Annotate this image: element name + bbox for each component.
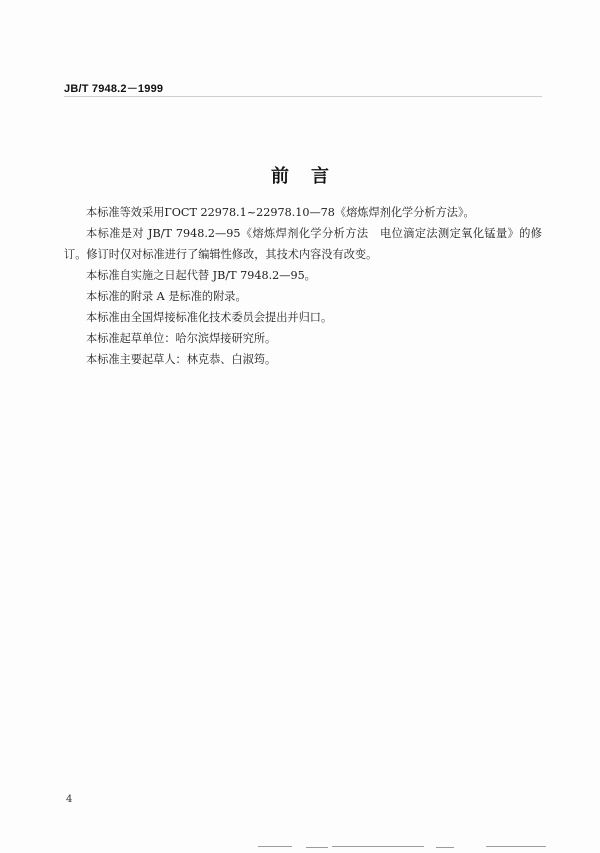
header-rule xyxy=(64,96,542,97)
scan-artifact-line xyxy=(486,846,546,847)
scan-artifact-line xyxy=(258,846,292,847)
paragraph-drafting-unit: 本标准起草单位：哈尔滨焊接研究所。 xyxy=(86,332,277,345)
paragraph-proposer: 本标准由全国焊接标准化技术委员会提出并归口。 xyxy=(86,311,333,324)
page-number: 4 xyxy=(66,794,73,805)
standard-code: JB/T 7948.2－1999 xyxy=(64,83,164,95)
paragraph-drafters: 本标准主要起草人：林克恭、白淑筠。 xyxy=(86,353,277,366)
paragraph-replacement: 本标准自实施之日起代替 JB/T 7948.2—95。 xyxy=(86,269,316,282)
paragraph-adoption: 本标准等效采用ГOCT 22978.1~22978.10—78《熔炼焊剂化学分析方法》。 xyxy=(86,206,475,219)
page-title: 前言 xyxy=(271,166,351,187)
scan-artifact-line xyxy=(332,846,424,847)
foreword-body xyxy=(64,202,542,370)
paragraph-revision: 本标准是对 JB/T 7948.2—95《熔炼焊剂化学分析方法 电位滴定法测定氧化锰量》的修订。修订时仅对标准进行了编辑性修改，其技术内容没有改变。 xyxy=(64,227,542,261)
scan-artifact-line xyxy=(306,847,328,848)
scan-artifact-line xyxy=(436,847,454,848)
paragraph-appendix: 本标准的附录 A 是标准的附录。 xyxy=(86,290,247,303)
